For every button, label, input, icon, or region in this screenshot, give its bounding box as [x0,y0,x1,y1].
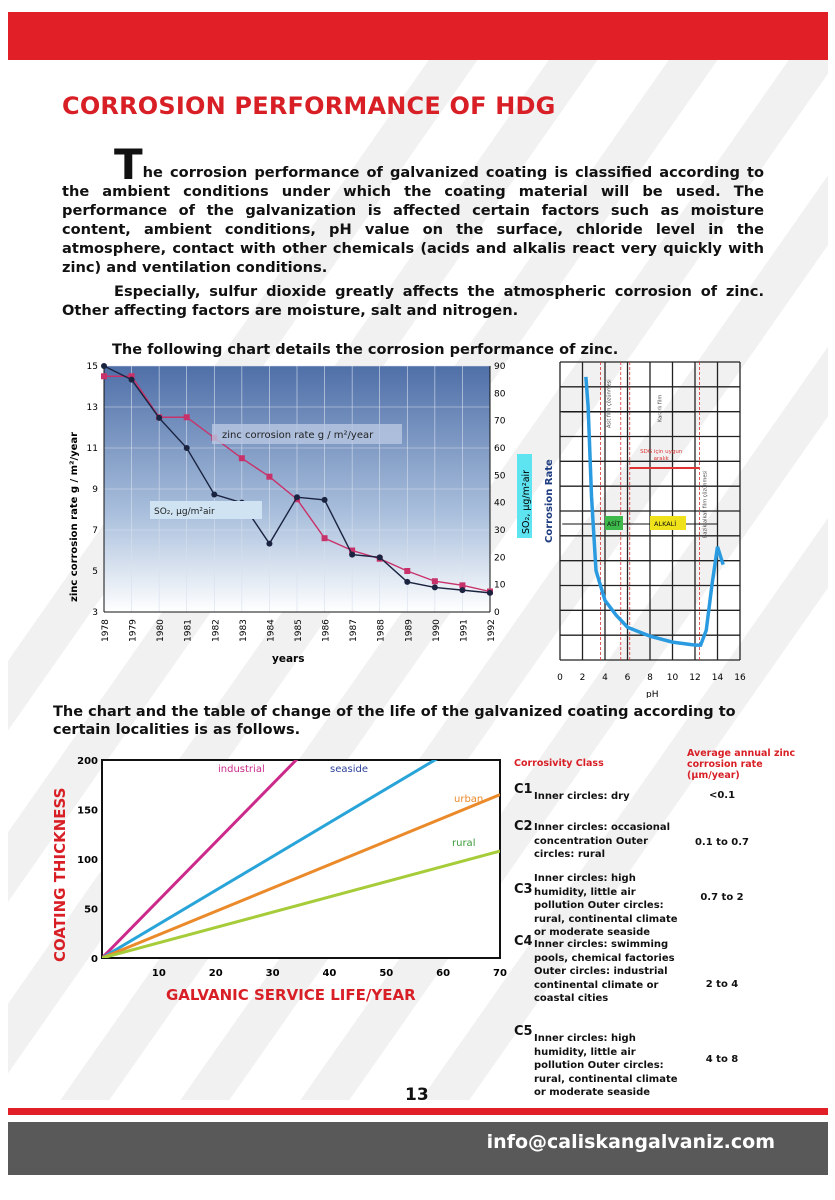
stable-film-label: Kararlı film [657,394,664,422]
coating-series-label: urban [454,794,484,805]
chart1-point [266,474,272,480]
class-description: Inner circles: swimming pools, chemical factories Outer circles: industrial continental climate or coastal cities [534,939,675,1004]
page-number: 13 [405,1085,429,1105]
coating-y-tick: 50 [84,904,98,916]
class-description: Inner circles: high humidity, little air pollution Outer circles: rural, continental climate or moderate seaside [534,1033,678,1098]
coating-series-label: rural [452,838,476,849]
chart1-y-tick: 13 [86,403,98,413]
y-axis-label: zinc corrosion rate g / m²/year [69,431,80,602]
ph-x-tick: 14 [711,673,724,683]
class-rate: 4 to 8 [705,1054,739,1065]
class-code: C3 [514,882,533,897]
chart1-x-tick: 1984 [266,619,277,642]
class-description: Inner circles: dry [534,791,630,802]
chart1-point [487,590,493,596]
chart1-y2-tick: 70 [494,416,506,427]
page-title: CORROSION PERFORMANCE OF HDG [62,92,556,120]
zinc-corrosion-chart [62,358,542,668]
chart1-y-tick: 7 [92,526,98,536]
chart1-point [322,535,328,541]
dropcap: T [114,140,143,189]
sdg-label-2: aralık [653,456,669,462]
ph-x-axis-label: pH [646,690,659,698]
chart1-point [432,584,438,590]
chart1-x-tick: 1983 [238,619,249,642]
coating-x-tick: 30 [265,968,280,979]
chart1-point [349,552,355,558]
chart1-x-tick: 1991 [459,619,470,642]
class-code: C5 [514,1024,533,1039]
contact-email: info@caliskangalvaniz.com [486,1131,775,1153]
coating-x-tick: 40 [322,968,337,979]
chart1-y2-tick: 20 [494,553,506,564]
service-life-label: GALVANIC SERVICE LIFE/YEAR [166,986,416,1004]
coating-y-tick: 200 [77,756,98,767]
chart1-x-tick: 1981 [183,619,194,642]
chart1-point [294,494,300,500]
chart2-caption: The chart and the table of change of the life of the galvanized coating according to certain localities is as follows. [53,704,736,738]
chart1-y-tick: 3 [92,608,98,618]
ph-y-axis-label: Corrosion Rate [544,459,555,543]
ph-x-tick: 10 [666,673,679,683]
coating-thickness-label: COATING THICKNESS [51,787,69,962]
so2-paragraph: Especially, sulfur dioxide greatly affects the atmospheric corrosion of zinc. Other affecting factors are moisture, salt and nitrogen. [62,283,764,319]
ph-x-tick: 16 [734,673,746,683]
class-rate: 0.7 to 2 [700,892,744,903]
class-rate: 0.1 to 0.7 [694,837,750,848]
chart1-point [322,497,328,503]
intro-paragraph [62,140,764,277]
ph-x-tick: 8 [647,673,653,683]
chart1-x-tick: 1985 [294,619,304,642]
coating-y-tick: 150 [77,805,98,817]
coating-x-tick: 50 [379,968,394,979]
chart1-x-tick: 1982 [211,619,222,642]
ph-corrosion-chart [540,358,754,698]
chart1-y2-tick: 90 [494,362,506,372]
top-red-banner [8,12,828,60]
coating-series-label: seaside [330,764,368,775]
chart1-point [211,491,217,497]
chart1-x-tick: 1978 [101,619,111,642]
class-description: Inner circles: high humidity, little air pollution Outer circles: rural, continental climate or moderate seaside [534,873,678,938]
header-corrosivity-class: Corrosivity Class [514,758,604,769]
coating-series-label: industrial [218,764,265,775]
chart1-x-tick: 1990 [431,619,442,642]
coating-x-tick: 20 [208,968,223,979]
ph-x-tick: 6 [624,673,631,683]
header-corrosion-rate: Average annual zinc corrosion rate (µm/year) [687,748,796,781]
corrosivity-table [512,748,812,1108]
ph-x-tick: 4 [602,673,608,683]
chart1-point [266,541,272,547]
chart1-point [404,579,410,585]
coating-y-tick: 100 [77,855,98,866]
chart3-frame [102,760,500,958]
chart1-x-tick: 1992 [487,619,497,642]
chart1-point [432,578,438,584]
chart1-x-tick: 1979 [128,619,139,642]
chart1-caption: The following chart details the corrosion performance of zinc. [112,342,619,358]
coating-x-tick: 10 [151,968,166,979]
sdg-label: SDG için uygun [640,449,683,455]
asit-label: ASİT [607,521,621,528]
chart1-point [377,554,383,560]
chart1-point [459,587,465,593]
chart1-point [184,445,190,451]
legend-zinc-label: zinc corrosion rate g / m²/year [222,430,374,441]
coating-life-chart [48,750,508,1010]
chart1-y2-tick: 40 [494,498,506,509]
ph-x-tick: 12 [689,673,701,683]
chart1-x-tick: 1989 [404,619,415,642]
alkali-film-label: Bazik alkali film çözünmesi [702,470,709,538]
chart1-y2-tick: 50 [494,471,506,482]
class-description: Inner circles: occasional concentration Outer circles: rural [534,822,671,860]
class-rate: <0.1 [708,790,736,801]
chart1-y-tick: 5 [92,567,98,577]
chart1-y-tick: 11 [86,444,98,454]
footer-red-line [8,1108,828,1115]
ph-x-tick: 0 [557,673,563,683]
chart1-point [184,414,190,420]
chart1-point [404,568,410,574]
chart1-y2-tick: 80 [494,389,506,400]
acid-film-label: Asit film çözünmesi [606,379,613,428]
ph-x-tick: 2 [579,673,586,683]
x-axis-label: years [272,653,305,665]
chart1-point [129,377,135,383]
coating-y-tick: 0 [91,954,98,965]
class-code: C1 [514,782,533,797]
y2-axis-label: SO₂, µg/m²air [521,469,532,534]
legend-so2-label: SO₂, µg/m²air [154,507,215,517]
coating-x-tick: 60 [436,968,451,979]
chart1-y2-tick: 0 [494,608,500,618]
intro-text: he corrosion performance of galvanized coating is classified according to the ambient conditions under which the coating material will be used. The performance of the galvanization is affected certain factors such as moisture content, ambient conditions, pH value on the surface, chloride level in the atmosphere, contact with other chemicals (acids and alkalis react very quickly with zinc) and ventilation conditions. [62,164,764,276]
chart1-point [156,415,162,421]
chart1-point [101,373,107,379]
chart1-y2-tick: 30 [494,526,506,536]
chart1-x-tick: 1980 [156,619,167,642]
chart1-y2-tick: 10 [494,580,506,591]
chart1-y2-tick: 60 [494,444,506,454]
chart1-point [101,363,107,369]
chart1-x-tick: 1986 [321,619,332,642]
chart1-y-tick: 15 [86,362,98,372]
alkali-label: ALKALİ [654,520,677,528]
class-code: C4 [514,934,533,949]
chart1-point [239,455,245,461]
coating-x-tick: 70 [493,968,507,979]
class-code: C2 [514,819,533,834]
chart1-x-tick: 1987 [349,619,360,642]
chart1-y-tick: 9 [92,485,98,495]
chart1-x-tick: 1988 [376,619,387,642]
class-rate: 2 to 4 [705,979,739,990]
